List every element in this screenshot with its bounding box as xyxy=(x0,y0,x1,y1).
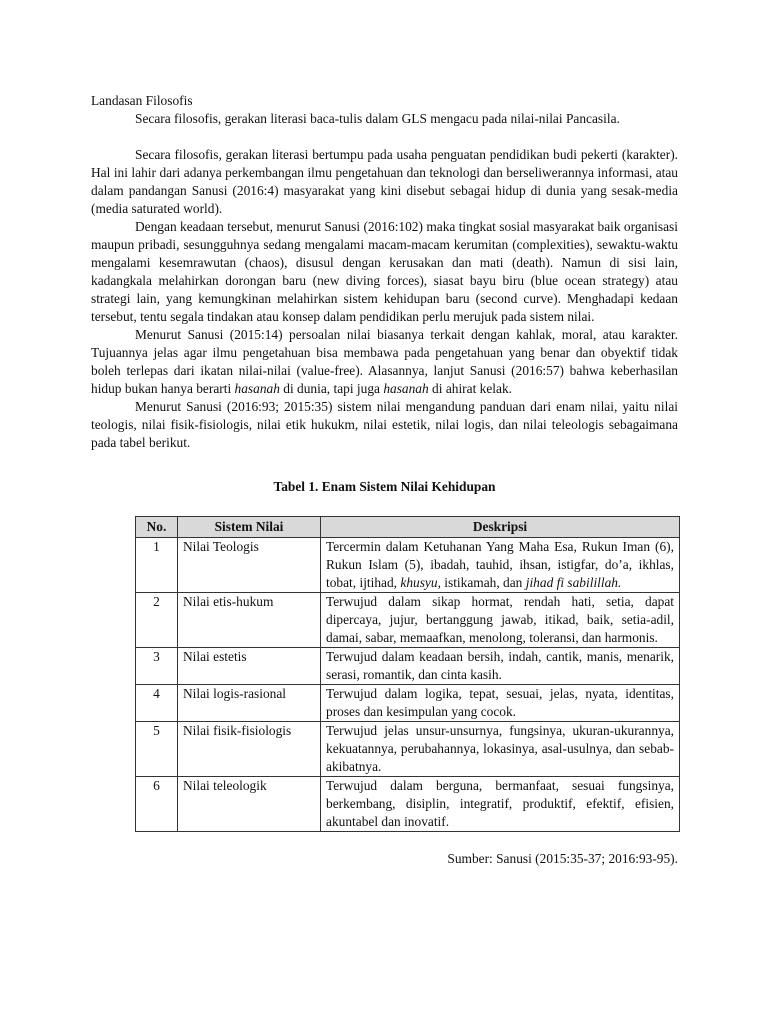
paragraph-4-em-2: hasanah xyxy=(383,381,429,396)
table-source: Sumber: Sanusi (2015:35-37; 2016:93-95). xyxy=(447,851,678,866)
paragraph-2: Secara filosofis, gerakan literasi bertumpu pada usaha penguatan pendidikan budi pekerti (karakter). Hal ini lahir dari adanya perkembangan ilmu pengetahuan dan teknologi dan berseliwerannya informasi, atau dalam pandangan Sanusi (2016:4) masyarakat yang kini disebut sebagai hidup di dunia yang sesak-media (media saturated world). xyxy=(91,147,678,216)
table-row xyxy=(136,538,680,593)
row-name: Nilai estetis xyxy=(178,648,321,685)
row-name: Nilai fisik-fisiologis xyxy=(178,722,321,777)
table-header-row xyxy=(136,517,680,538)
row-name: Nilai teleologik xyxy=(178,777,321,832)
header-sistem-nilai: Sistem Nilai xyxy=(178,517,321,538)
row-desc-d: jihad fi sabilillah. xyxy=(525,575,622,590)
row-desc-a: Tercermin dalam Ketuhanan Yang Maha Esa, Rukun Iman (6), Rukun Islam (5), ibadah, tauhid, ihsan, istigfar, do’a, ikhlas, tobat, ijtihad, xyxy=(326,539,674,590)
row-desc xyxy=(321,538,680,593)
row-name: Nilai etis-hukum xyxy=(178,593,321,648)
row-name: Nilai logis-rasional xyxy=(178,685,321,722)
row-no: 2 xyxy=(136,593,178,648)
values-table xyxy=(135,516,680,832)
row-no: 4 xyxy=(136,685,178,722)
row-desc: Terwujud dalam berguna, bermanfaat, sesuai fungsinya, berkembang, disiplin, integratif, produktif, efektif, efisien, akuntabel dan inovatif. xyxy=(321,777,680,832)
paragraph-4 xyxy=(91,326,678,398)
paragraph-3: Dengan keadaan tersebut, menurut Sanusi (2016:102) maka tingkat sosial masyarakat baik organisasi maupun pribadi, sesungguhnya sedang mengalami macam-macam kerumitan (complexities), sewaktu-waktu mengalami kesemrawutan (chaos), disusul dengan kerusakan dan mati (death). Namun di sisi lain, kadangkala melahirkan dorongan baru (new diving forces), siasat bayu biru (blue ocean strategy) atau strategi lain, yang kemungkinan melahirkan sistem kehidupan baru (second curve). Menghadapi kedaan tersebut, tentu segala tindakan atau konsep dalam pendidikan perlu merujuk pada sistem nilai. xyxy=(91,219,678,324)
paragraph-1: Secara filosofis, gerakan literasi baca-tulis dalam GLS mengacu pada nilai-nilai Pancasila. xyxy=(135,111,620,126)
header-deskripsi: Deskripsi xyxy=(321,517,680,538)
row-desc: Terwujud dalam keadaan bersih, indah, cantik, manis, menarik, serasi, romantik, dan cinta kasih. xyxy=(321,648,680,685)
row-desc-b: khusyu, xyxy=(400,575,441,590)
row-desc: Terwujud jelas unsur-unsurnya, fungsinya, ukuran-ukurannya, kekuatannya, perubahannya, lokasinya, asal-usulnya, dan sebab-akibatnya. xyxy=(321,722,680,777)
paragraph-4-text-c: di ahirat kelak. xyxy=(428,381,512,396)
table-row xyxy=(136,648,680,685)
row-no: 6 xyxy=(136,777,178,832)
row-no: 3 xyxy=(136,648,178,685)
paragraph-4-text-b: di dunia, tapi juga xyxy=(279,381,384,396)
table-row xyxy=(136,722,680,777)
table-row xyxy=(136,593,680,648)
header-no: No. xyxy=(136,517,178,538)
document-body xyxy=(91,92,678,881)
row-no: 5 xyxy=(136,722,178,777)
row-desc: Terwujud dalam sikap hormat, rendah hati, setia, dapat dipercaya, jujur, bertanggung jawab, itikad, baik, setia-adil, damai, sabar, memaafkan, menolong, toleransi, dan harmonis. xyxy=(321,593,680,648)
paragraph-4-em-1: hasanah xyxy=(234,381,280,396)
table-row xyxy=(136,685,680,722)
row-no: 1 xyxy=(136,538,178,593)
table-title: Tabel 1. Enam Sistem Nilai Kehidupan xyxy=(273,479,496,494)
section-heading: Landasan Filosofis xyxy=(91,93,193,108)
row-desc: Terwujud dalam logika, tepat, sesuai, jelas, nyata, identitas, proses dan kesimpulan yang cocok. xyxy=(321,685,680,722)
table-row xyxy=(136,777,680,832)
row-desc-c: istikamah, dan xyxy=(440,575,526,590)
paragraph-4-text-a: Menurut Sanusi (2015:14) persoalan nilai biasanya terkait dengan kahlak, moral, atau karakter. Tujuannya jelas agar ilmu pengetahuan bisa membawa pada pengetahuan yang benar dan obyektif tidak boleh terlepas dari ikatan nilai-nilai (value-free). Alasannya, lanjut Sanusi (2016:57) bahwa keberhasilan hidup bukan hanya berarti xyxy=(91,327,678,396)
row-name: Nilai Teologis xyxy=(178,538,321,593)
paragraph-5: Menurut Sanusi (2016:93; 2015:35) sistem nilai mengandung panduan dari enam nilai, yaitu nilai teologis, nilai fisik-fisiologis, nilai etik hukukm, nilai estetik, nilai logis, dan nilai teleologis sebagaimana pada tabel berikut. xyxy=(91,399,678,450)
